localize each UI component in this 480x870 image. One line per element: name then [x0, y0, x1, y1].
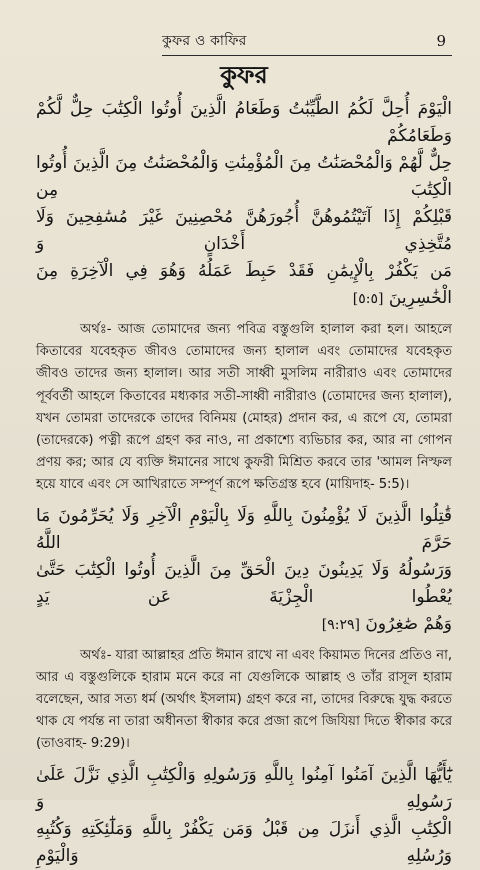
arabic-line-with-ref [36, 258, 452, 313]
verse-reference: [٥:٥] [352, 291, 384, 307]
arabic-verse-1 [36, 96, 452, 313]
arabic-line: حِلٌّ لَّهُمْ وَالْمُحْصَنَٰتُ مِنَ الْمُؤْمِنَٰتِ وَالْمُحْصَنَٰتُ مِنَ الَّذِينَ أُوتُوا الْكِتَٰبَ مِن [36, 153, 452, 200]
arabic-line: يَٰٓأَيُّهَا الَّذِينَ آمَنُوا آمِنُوا بِاللَّهِ وَرَسُولِهِ وَالْكِتَٰبِ الَّذِي نَزَّلَ عَلَىٰ رَسُولِهِ وَ [36, 764, 452, 812]
verse-reference: [٩:٢٩] [321, 616, 360, 633]
arabic-line: قَٰتِلُوا الَّذِينَ لَا يُؤْمِنُونَ بِاللَّهِ وَلَا بِالْيَوْمِ الْآخِرِ وَلَا يُحَرِّمُونَ مَا حَرَّمَ اللَّهُ [36, 505, 452, 553]
page-header [162, 32, 452, 56]
arabic-line: وَهُمْ صَٰغِرُونَ [365, 613, 452, 634]
arabic-verse-2 [36, 503, 452, 639]
translation-text: যারা আল্লাহর প্রতি ঈমান রাখে না এবং কিয়ামত দিনের প্রতিও না, আর এ বস্তুগুলিকে হারাম মনে করে না যেগুলিকে আল্লাহ ও তাঁর রাসূল হারাম বলেছেন, আর সত্য ধর্ম (অর্থাৎ ইসলাম) গ্রহণ করে না, তাদের বিরুদ্ধে যুদ্ধ করতে থাক যে পর্যন্ত না তারা অধীনতা স্বীকার করে প্রজা রূপে জিযিয়া দিতে স্বীকার করে (তাওবাহ- 9:29)। [36, 647, 452, 752]
arabic-line: مَن يَكْفُرْ بِالْإِيمَٰنِ فَقَدْ حَبِطَ عَمَلُهُ وَهُوَ فِي الْآخِرَةِ مِنَ الْخَٰسِرِينَ [36, 261, 452, 308]
translation-text: আজ তোমাদের জন্য পবিত্র বস্তুগুলি হালাল করা হল। আহলে কিতাবের যবেহকৃত জীবও তোমাদের জন্য হালাল এবং তোমাদের যবেহকৃত জীবও তাদের জন্য হালাল। আর সতী সাধ্বী মুসলিম নারীরাও এবং তোমাদের পূর্ববর্তী আহলে কিতাবের মধ্যকার সতী-সাধ্বী নারীরাও (তোমাদের জন্য হালাল), যখন তোমরা তাদেরকে তাদের বিনিময় (মোহর) প্রদান কর, এ রূপে যে, তোমরা (তাদেরকে) পত্নী রূপে গ্রহণ কর নাও, না প্রকাশ্যে ব্যভিচার কর, আর না গোপন প্রণয় কর; আর যে ব্যক্তি ঈমানের সাথে কুফরী মিশ্রিত করবে তার 'আমল নিস্ফল হয়ে যাবে এবং সে আখিরাতে সম্পূর্ণ রূপে ক্ষতিগ্রস্ত হবে (মায়িদাহ- 5:5)। [36, 322, 452, 493]
arabic-line: الْكِتَٰبِ الَّذِي أَنزَلَ مِن قَبْلُ وَمَن يَكْفُرْ بِاللَّهِ وَمَلَٰٓئِكَتِهِ وَكُتُبِهِ وَرُسُلِهِ وَالْيَوْمِ [36, 818, 452, 866]
arabic-line: الْيَوْمَ أُحِلَّ لَكُمُ الطَّيِّبَٰتُ وَطَعَامُ الَّذِينَ أُوتُوا الْكِتَٰبَ حِلٌّ لَّكُمْ وَطَعَامُكُمْ [36, 99, 452, 146]
arabic-line-with-ref [36, 611, 452, 639]
arabic-verse-3 [36, 762, 452, 870]
arabic-line: قَبْلِكُمْ إِذَا آتَيْتُمُوهُنَّ أُجُورَهُنَّ مُحْصِنِينَ غَيْرَ مُسَٰفِحِينَ وَلَا مُتَّخِذِي أَخْدَانٍ وَ [36, 207, 452, 254]
page-number: 9 [436, 32, 446, 50]
translation-paragraph-2 [36, 645, 452, 756]
running-title: কুফর ও কাফির [162, 33, 247, 49]
arabic-line: وَرَسُولُهُ وَلَا يَدِينُونَ دِينَ الْحَقِّ مِنَ الَّذِينَ أُوتُوا الْكِتَٰبَ حَتَّىٰ يُعْطُوا الْجِزْيَةَ عَن يَدٍ [36, 559, 452, 607]
translation-label: অর্থঃ- [80, 647, 112, 663]
section-title: কুফর [220, 61, 268, 89]
translation-paragraph-1 [36, 319, 452, 497]
translation-label: অর্থঃ- [80, 322, 112, 337]
